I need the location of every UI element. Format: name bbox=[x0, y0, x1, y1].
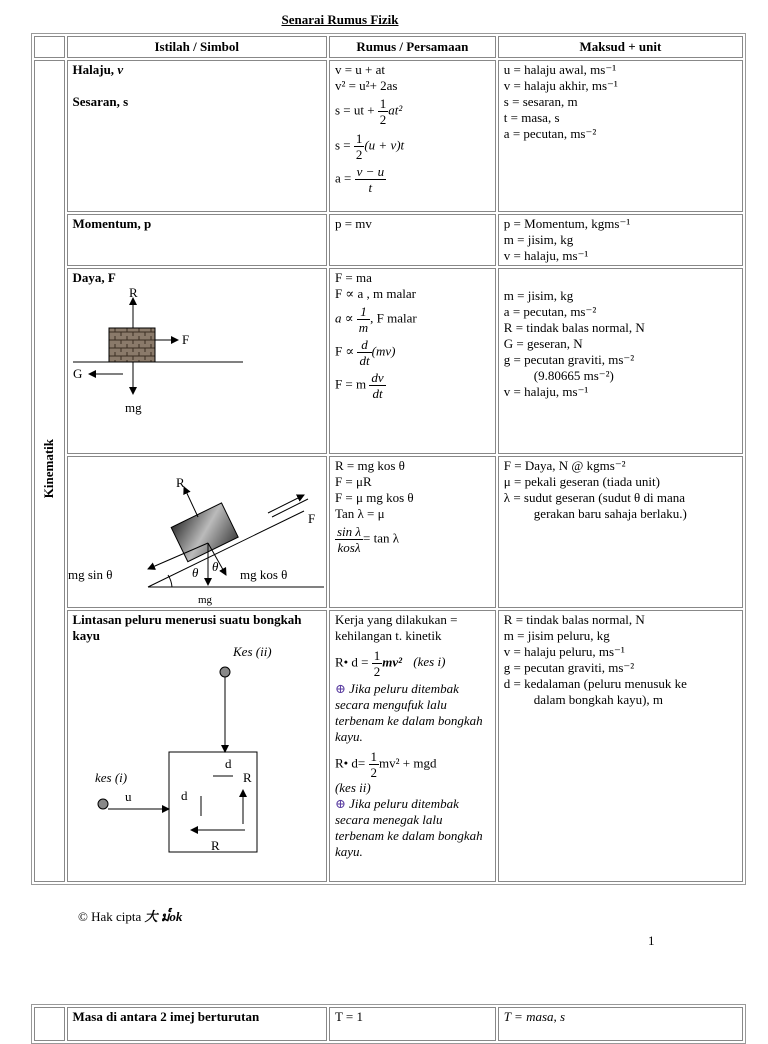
label-theta-2: θ bbox=[211, 559, 218, 574]
incline-block bbox=[171, 503, 238, 562]
formula-case: (kes i) bbox=[413, 654, 446, 670]
formula-line: F = μ mg kos θ bbox=[334, 490, 414, 505]
formula-line bbox=[335, 164, 490, 195]
bullet-ii bbox=[220, 667, 230, 677]
frac-den: dt bbox=[372, 386, 383, 401]
row-daya bbox=[34, 268, 743, 454]
formula-prefix: F ∝ bbox=[334, 343, 358, 359]
row-incline bbox=[34, 456, 743, 608]
term-cell bbox=[67, 60, 327, 212]
label-u: u bbox=[124, 789, 132, 804]
formula-line: F = μR bbox=[334, 474, 372, 489]
term-halaju: Halaju, bbox=[72, 62, 118, 77]
term-masa: Masa di antara 2 imej berturutan bbox=[72, 1009, 260, 1024]
header-rumus: Rumus / Persamaan bbox=[329, 36, 496, 58]
label-mgkos: mg kos θ bbox=[239, 567, 287, 582]
formula-line: Tan λ = μ bbox=[334, 506, 385, 521]
label-d-ii: d bbox=[224, 756, 232, 771]
frac-den: dt bbox=[359, 353, 370, 368]
meaning-line: u = halaju awal, ms⁻¹ bbox=[503, 62, 617, 77]
normal-arrow bbox=[184, 487, 198, 517]
formula-line bbox=[335, 96, 490, 127]
frac-den: kosλ bbox=[337, 540, 361, 555]
frac-num: dv bbox=[371, 370, 384, 385]
label-theta-1: θ bbox=[191, 565, 198, 580]
frac-num: sin λ bbox=[336, 524, 362, 539]
label-kes-ii: Kes (ii) bbox=[232, 644, 272, 659]
copyright-footer bbox=[78, 906, 182, 927]
frac-num: 1 bbox=[357, 304, 370, 320]
table-header-row bbox=[34, 36, 743, 58]
frac-num: 1 bbox=[373, 648, 381, 663]
crosshair-icon: ⊕ bbox=[334, 796, 346, 811]
formula-table bbox=[31, 33, 746, 885]
frac-den: 2 bbox=[370, 765, 378, 780]
formula-cell bbox=[329, 456, 496, 608]
label-d-i: d bbox=[180, 788, 188, 803]
meaning-cell bbox=[498, 60, 743, 212]
frac-den: t bbox=[368, 180, 373, 195]
formula-line: F = ma bbox=[334, 270, 372, 285]
formula-line: Kerja yang dilakukan = kehilangan t. kinetik bbox=[334, 612, 458, 643]
frac-num: v − u bbox=[356, 164, 385, 179]
term-halaju-symbol: v bbox=[117, 62, 124, 77]
formula-line: p = mv bbox=[334, 216, 372, 231]
meaning-line: a = pecutan, ms⁻² bbox=[503, 126, 597, 141]
diagram-cell bbox=[67, 456, 327, 608]
note-block bbox=[335, 681, 490, 745]
label-R-i: R bbox=[210, 838, 220, 853]
row-masa bbox=[34, 1007, 743, 1041]
formula-line bbox=[335, 370, 490, 401]
label-R: R bbox=[128, 288, 138, 300]
section-label: Kinematik bbox=[41, 439, 57, 499]
section-label-cell bbox=[34, 60, 65, 882]
meaning-line: R = tindak balas normal, N bbox=[503, 612, 645, 627]
meaning-line: d = kedalaman (peluru menusuk ke bbox=[503, 676, 687, 691]
frac-num: 1 bbox=[356, 1009, 363, 1024]
page-title: Senarai Rumus Fizik bbox=[281, 12, 399, 27]
formula-case: (kes ii) bbox=[334, 780, 371, 795]
label-kes-i: kes (i) bbox=[94, 770, 127, 785]
meaning-line: s = sesaran, m bbox=[503, 94, 578, 109]
row-halaju bbox=[34, 60, 743, 212]
formula-cell bbox=[329, 60, 496, 212]
meaning-cell bbox=[498, 610, 743, 882]
term-sesaran: Sesaran, s bbox=[72, 94, 129, 109]
header-maksud: Maksud + unit bbox=[498, 36, 743, 58]
copyright-author: 大 ม๎ok bbox=[144, 909, 183, 924]
label-F: F bbox=[181, 332, 189, 347]
formula-line bbox=[335, 131, 490, 162]
row-momentum bbox=[34, 214, 743, 266]
term-momentum: Momentum, p bbox=[72, 216, 152, 231]
formula-prefix: T = bbox=[334, 1009, 357, 1024]
label-R-ii: R bbox=[242, 770, 252, 785]
formula-line: F ∝ a , m malar bbox=[334, 286, 416, 301]
formula-prefix: R• d = bbox=[334, 654, 372, 670]
formula-prefix: a ∝ bbox=[334, 310, 357, 326]
meaning-line: v = halaju, ms⁻¹ bbox=[503, 248, 589, 263]
formula-suffix: mv² bbox=[382, 654, 403, 670]
frac-den: 2 bbox=[379, 112, 387, 127]
meaning-line: t = masa, s bbox=[503, 110, 560, 125]
formula-line bbox=[335, 648, 490, 679]
frac-den: 2 bbox=[355, 147, 363, 162]
meaning-line: (9.80665 ms⁻²) bbox=[533, 368, 614, 383]
term-daya: Daya, F bbox=[72, 270, 116, 285]
incline-diagram bbox=[68, 457, 324, 607]
section-cell bbox=[34, 1007, 65, 1041]
formula-line: R = mg kos θ bbox=[334, 458, 405, 473]
frac-den: 2 bbox=[373, 664, 381, 679]
meaning-line: m = jisim peluru, kg bbox=[503, 628, 610, 643]
meaning-line: v = halaju akhir, ms⁻¹ bbox=[503, 78, 618, 93]
formula-line bbox=[335, 524, 490, 555]
header-istilah: Istilah / Simbol bbox=[67, 36, 327, 58]
meaning-cell bbox=[498, 214, 743, 266]
frac-den: m bbox=[358, 320, 369, 335]
formula-suffix: , F malar bbox=[370, 310, 417, 326]
formula-prefix: a = bbox=[334, 170, 355, 186]
meaning-line: λ = sudut geseran (sudut θ di mana bbox=[503, 490, 686, 505]
bullet-i bbox=[98, 799, 108, 809]
meaning-line: gerakan baru sahaja berlaku.) bbox=[533, 506, 687, 521]
meaning-line: R = tindak balas normal, N bbox=[503, 320, 645, 335]
meaning-line: dalam bongkah kayu), m bbox=[533, 692, 664, 707]
label-F: F bbox=[307, 511, 315, 526]
meaning-line: m = jisim, kg bbox=[503, 232, 574, 247]
meaning-line: T = masa, s bbox=[503, 1009, 566, 1024]
frac-num: 1 bbox=[370, 749, 378, 764]
note-text: Jika peluru ditembak secara menegak lalu terbenam ke dalam bongkah kayu. bbox=[334, 796, 483, 859]
frac-num: d bbox=[357, 337, 371, 353]
meaning-line: p = Momentum, kgms⁻¹ bbox=[503, 216, 631, 231]
meaning-line: m = jisim, kg bbox=[503, 288, 574, 303]
formula-suffix: = tan λ bbox=[363, 530, 400, 546]
meaning-line: a = pecutan, ms⁻² bbox=[503, 304, 597, 319]
crosshair-icon: ⊕ bbox=[334, 681, 346, 696]
label-mg: mg bbox=[124, 400, 142, 415]
formula-line: v = u + at bbox=[334, 62, 385, 77]
formula-prefix: s = ut + bbox=[334, 102, 378, 118]
term-cell bbox=[67, 268, 327, 454]
meaning-cell bbox=[498, 268, 743, 454]
term-cell bbox=[67, 610, 327, 882]
force-diagram bbox=[73, 288, 243, 418]
formula-prefix: F = m bbox=[334, 376, 370, 392]
row-lintasan bbox=[34, 610, 743, 882]
formula-table-page-2 bbox=[31, 1004, 746, 1044]
formula-line bbox=[335, 337, 490, 368]
formula-cell bbox=[329, 1007, 496, 1041]
meaning-line: μ = pekali geseran (tiada unit) bbox=[503, 474, 660, 489]
meaning-line: g = pecutan graviti, ms⁻² bbox=[503, 352, 635, 367]
frac-num: 1 bbox=[355, 131, 363, 146]
label-G: G bbox=[72, 366, 82, 381]
note-block bbox=[335, 796, 490, 860]
formula-line: v² = u²+ 2as bbox=[334, 78, 398, 93]
note-text: Jika peluru ditembak secara mengufuk lalu terbenam ke dalam bongkah kayu. bbox=[334, 681, 483, 744]
page-number: 1 bbox=[648, 933, 655, 948]
formula-suffix: (u + v)t bbox=[364, 137, 405, 153]
meaning-cell bbox=[498, 456, 743, 608]
meaning-line: v = halaju peluru, ms⁻¹ bbox=[503, 644, 625, 659]
meaning-line: v = halaju, ms⁻¹ bbox=[503, 384, 589, 399]
formula-cell bbox=[329, 610, 496, 882]
frac-num: 1 bbox=[379, 96, 387, 111]
term-lintasan: Lintasan peluru menerusi suatu bongkah kayu bbox=[72, 612, 302, 643]
term-cell bbox=[67, 1007, 327, 1041]
meaning-line: g = pecutan graviti, ms⁻² bbox=[503, 660, 635, 675]
bullet-diagram bbox=[73, 644, 313, 864]
formula-suffix: mv² + mgd bbox=[379, 755, 437, 771]
formula-prefix: R• d= bbox=[334, 755, 369, 771]
formula-suffix: at² bbox=[388, 102, 403, 118]
label-R: R bbox=[175, 475, 185, 490]
meaning-line: F = Daya, N @ kgms⁻² bbox=[503, 458, 626, 473]
label-mg: mg bbox=[197, 594, 212, 606]
brick-block bbox=[109, 328, 155, 362]
term-cell bbox=[67, 214, 327, 266]
formula-prefix: s = bbox=[334, 137, 354, 153]
label-mgsin: mg sin θ bbox=[67, 567, 113, 582]
meaning-line: G = geseran, N bbox=[503, 336, 583, 351]
formula-suffix: (mv) bbox=[371, 343, 396, 359]
formula-line bbox=[335, 749, 490, 780]
formula-cell bbox=[329, 268, 496, 454]
copyright-text: © Hak cipta bbox=[78, 909, 145, 924]
formula-line bbox=[335, 304, 490, 335]
formula-cell bbox=[329, 214, 496, 266]
meaning-cell bbox=[498, 1007, 743, 1041]
header-blank bbox=[34, 36, 65, 58]
